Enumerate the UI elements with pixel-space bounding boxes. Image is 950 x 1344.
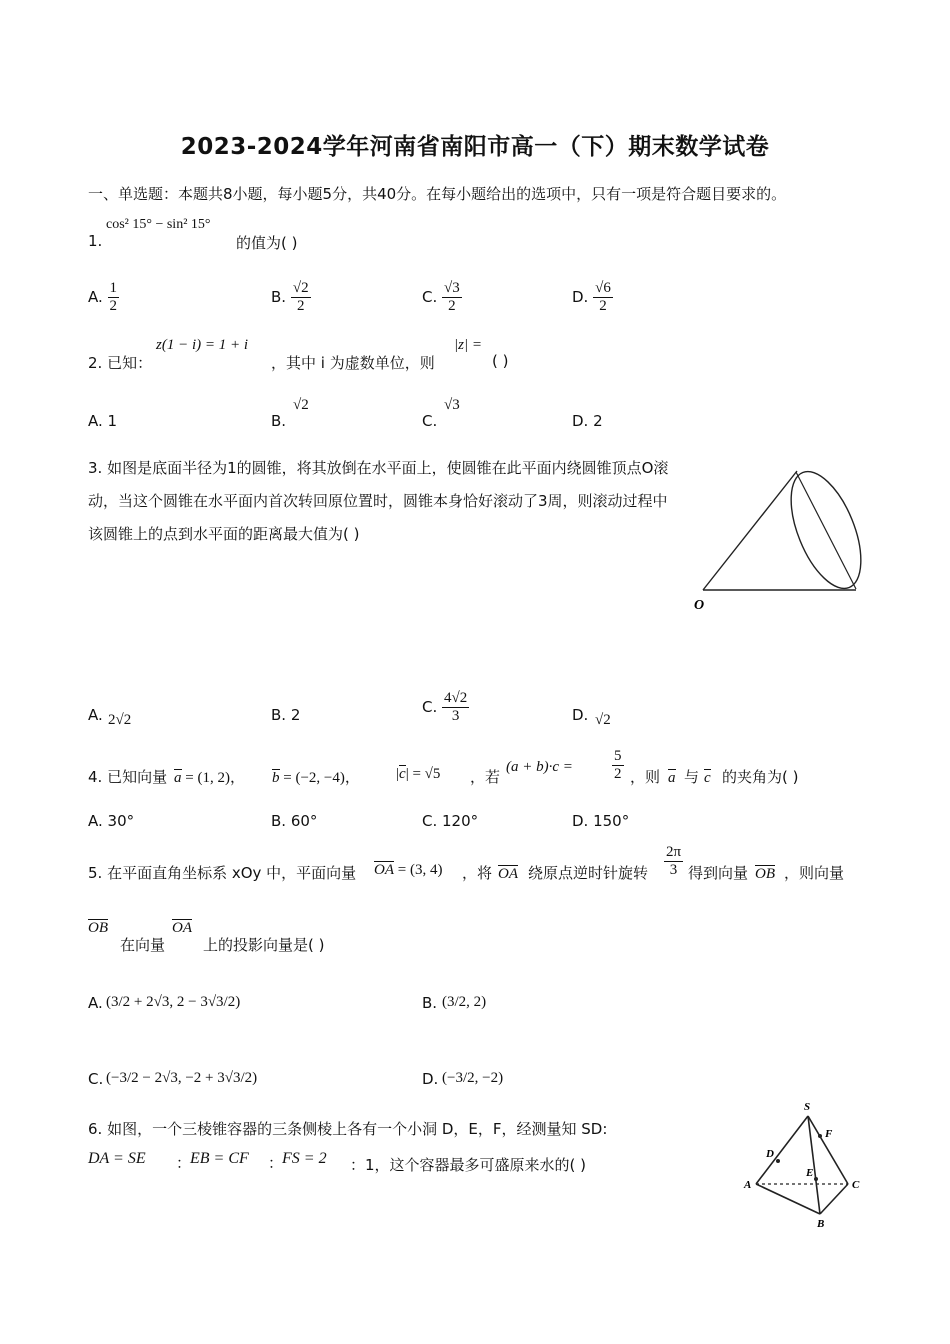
cone-diameter	[796, 472, 856, 589]
q4-yu: 与	[684, 768, 700, 786]
q5-oa-value: OA = (3, 4)	[374, 862, 443, 878]
q2-option-b-value: √2	[293, 397, 309, 413]
q4-option-d: D. 150°	[572, 812, 630, 830]
q3-option-d-label: D.	[572, 706, 589, 724]
q6-line1: 6. 如图，一个三棱锥容器的三条侧棱上各有一个小洞 D，E，F，经测量知 SD:	[88, 1120, 608, 1138]
cone-vertex-label: O	[694, 598, 705, 613]
q1-option-a: A. $\frac{1}{2}$	[88, 280, 118, 314]
cone-base-ellipse	[777, 462, 865, 598]
edge-SA	[756, 1116, 808, 1184]
q5-get-vector: 得到向量	[688, 864, 749, 882]
q4-vec-c-ref: c	[704, 770, 711, 786]
q5-option-b-value: (3/2, 2)	[442, 994, 487, 1010]
q1-option-d: D. $\frac{√6}{2}$	[572, 280, 611, 314]
edge-SB	[808, 1116, 820, 1214]
q5-option-c-value: (−3/2 − 2√3, −2 + 3√3/2)	[106, 1070, 258, 1086]
q2-option-d: D. 2	[572, 412, 603, 430]
edge-SC	[808, 1116, 848, 1184]
q6-tail: ：1，这个容器最多可盛原来水的( )	[350, 1156, 587, 1174]
label-B: B	[817, 1218, 825, 1230]
q1-expression: cos² 15° − sin² 15°	[106, 217, 211, 232]
q5-line1-jiang: ，将	[462, 864, 493, 882]
q5-oa-line2: OA	[172, 920, 192, 936]
q4-fraction: $\frac{5}{2}$	[614, 748, 622, 782]
q5-oa-ref: OA	[498, 866, 518, 882]
q3-option-a-value: 2√2	[108, 712, 132, 728]
label-A: A	[744, 1179, 752, 1191]
q2-modulus: |z| =	[454, 337, 482, 353]
q1-number: 1.	[88, 232, 103, 250]
cone-edge-top	[703, 471, 797, 590]
cone-figure	[690, 462, 865, 617]
q2-equation: z(1 − i) = 1 + i	[156, 337, 249, 353]
q6-ratio-3: FS = 2	[282, 1150, 327, 1167]
q5-rotate-text: 绕原点逆时针旋转	[528, 864, 649, 882]
q4-option-a: A. 30°	[88, 812, 135, 830]
q5-option-d-label: D.	[422, 1070, 439, 1088]
pyramid-figure	[736, 1096, 866, 1231]
q5-ob-ref: OB	[755, 866, 775, 882]
q6-sep-1: ：	[176, 1154, 192, 1172]
q4-tail: 的夹角为( )	[722, 768, 799, 786]
label-E: E	[806, 1167, 814, 1179]
q4-vector-c: |c| = √5	[396, 766, 441, 782]
q3-option-c: C. $\frac{4√2}{3}$	[422, 690, 468, 724]
q4-ruo: ，若	[470, 768, 501, 786]
edge-BC	[820, 1184, 848, 1214]
q5-angle: $\frac{2\pi}{3}$	[666, 844, 682, 878]
q4-then: ，则	[630, 768, 661, 786]
q5-line1-start: 5. 在平面直角坐标系 xOy 中，平面向量	[88, 864, 357, 882]
q2-option-b-label: B.	[271, 412, 287, 430]
label-S: S	[804, 1101, 811, 1113]
page-title: 2023-2024学年河南省南阳市高一（下）期末数学试卷	[180, 134, 770, 160]
q5-line2-a: 在向量	[120, 936, 166, 954]
q4-vec-a-ref: a	[668, 770, 676, 786]
q5-option-b-label: B.	[422, 994, 438, 1012]
q4-vector-a: a = (1, 2)，	[174, 770, 245, 786]
q2-option-a: A. 1	[88, 412, 118, 430]
label-C: C	[852, 1179, 860, 1191]
q3-text: 3. 如图是底面半径为1的圆锥，将其放倒在水平面上，使圆锥在此平面内绕圆锥顶点O滚动，当这个圆锥在水平面内首次转回原位置时，圆锥本身恰好滚动了3周，则滚动过程中该圆锥上的点到水平面的距离最大值为( )	[88, 459, 669, 543]
q2-option-c-label: C.	[422, 412, 438, 430]
edge-AB	[756, 1184, 820, 1214]
q1-option-c: C. $\frac{√3}{2}$	[422, 280, 460, 314]
q2-middle-text: ，其中 i 为虚数单位，则	[271, 354, 435, 372]
label-F: F	[825, 1128, 833, 1140]
q2-tail: ( )	[492, 352, 509, 370]
q5-option-a-label: A.	[88, 994, 103, 1012]
q4-dot-product: (a + b)·c =	[506, 759, 573, 775]
q6-ratio-2: EB = CF	[190, 1150, 249, 1167]
q2-intro: 2. 已知：	[88, 354, 153, 372]
point-E	[814, 1177, 818, 1181]
q4-option-c: C. 120°	[422, 812, 479, 830]
q3-option-a-label: A.	[88, 706, 103, 724]
point-F	[818, 1134, 822, 1138]
q5-then-vector: ，则向量	[784, 864, 845, 882]
section-heading: 一、单选题：本题共8小题，每小题5分，共40分。在每小题给出的选项中，只有一项是符合题目要求的。	[88, 185, 787, 203]
q6-sep-2: ：	[268, 1154, 284, 1172]
q4-vector-b: b = (−2, −4)，	[272, 770, 360, 786]
q6-ratio-1: DA = SE	[88, 1150, 146, 1167]
q5-line2-b: 上的投影向量是( )	[203, 936, 325, 954]
q1-text: 的值为( )	[236, 234, 298, 252]
q4-intro: 4. 已知向量	[88, 768, 168, 786]
q4-option-b: B. 60°	[271, 812, 318, 830]
q5-option-d-value: (−3/2, −2)	[442, 1070, 504, 1086]
q3-option-b: B. 2	[271, 706, 301, 724]
q2-option-c-value: √3	[444, 397, 460, 413]
q5-ob-line2: OB	[88, 920, 108, 936]
q5-option-a-value: (3/2 + 2√3, 2 − 3√3/2)	[106, 994, 241, 1010]
point-D	[776, 1159, 780, 1163]
q3-option-d-value: √2	[595, 712, 611, 728]
label-D: D	[766, 1148, 774, 1160]
q1-option-b: B. $\frac{√2}{2}$	[271, 280, 309, 314]
q5-option-c-label: C.	[88, 1070, 104, 1088]
